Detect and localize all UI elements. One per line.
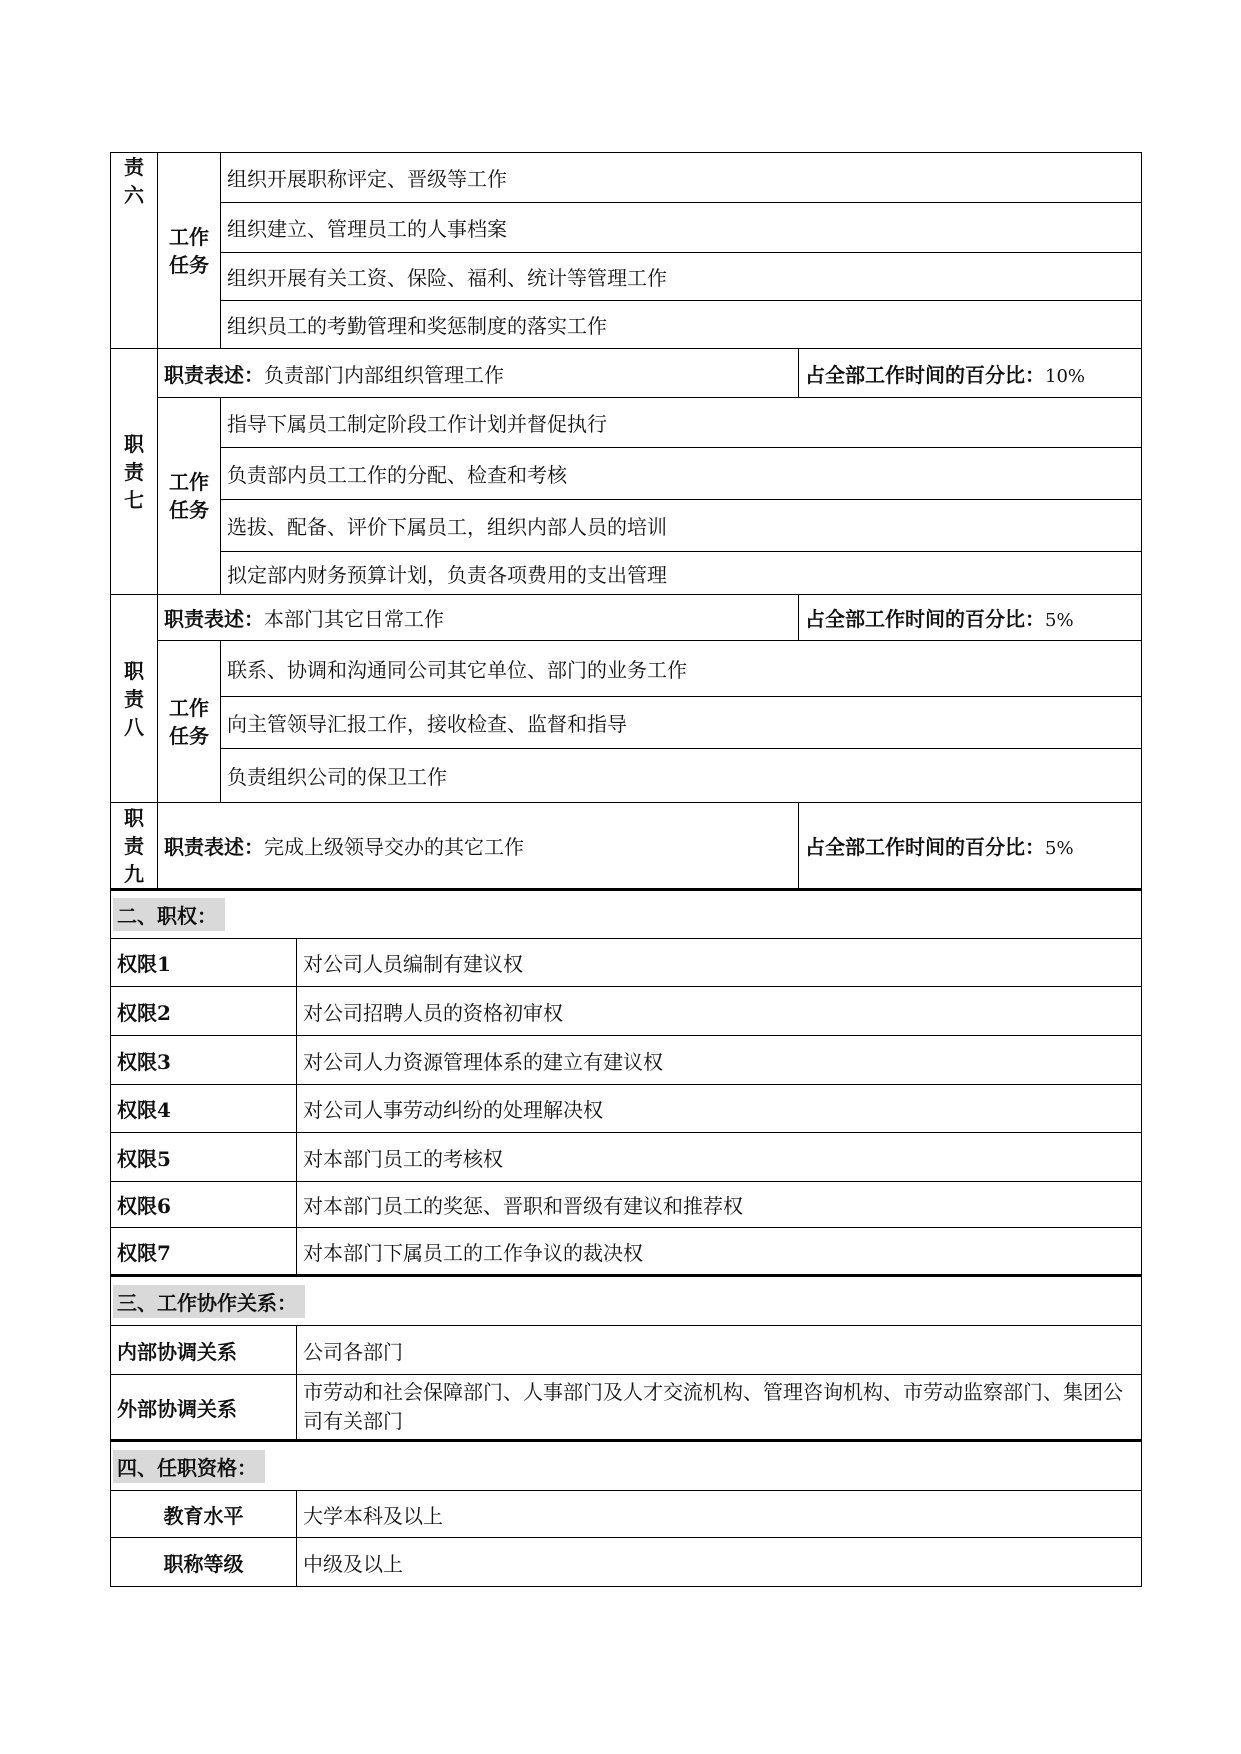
duty6-vertical-label: 责 六: [111, 153, 158, 349]
qualification-row: [111, 1538, 1142, 1587]
duty7-description: 职责表述：负责部门内部组织管理工作: [158, 349, 799, 398]
authority-label: 权限3: [111, 1036, 297, 1085]
qualification-section-title-cell: [111, 1441, 1142, 1491]
duty7-task: 选拔、配备、评价下属员工，组织内部人员的培训: [221, 500, 1142, 552]
relations-section-title-cell: [111, 1276, 1142, 1326]
authority-row: [111, 987, 1142, 1036]
authority-value: 对本部门下属员工的工作争议的裁决权: [297, 1228, 1142, 1276]
relations-section-row: [111, 1276, 1142, 1326]
authority-row: [111, 1182, 1142, 1228]
duty8-percentage: 占全部工作时间的百分比：5%: [799, 595, 1142, 641]
duty6-task-row: [111, 203, 1142, 253]
authority-label: 权限7: [111, 1228, 297, 1276]
authority-row: [111, 1133, 1142, 1182]
authority-section-row: [111, 890, 1142, 939]
authority-value: 对公司人力资源管理体系的建立有建议权: [297, 1036, 1142, 1085]
duty6-task: 组织员工的考勤管理和奖惩制度的落实工作: [221, 301, 1142, 349]
authority-value: 对本部门员工的奖惩、晋职和晋级有建议和推荐权: [297, 1182, 1142, 1228]
relations-label: 内部协调关系: [111, 1326, 297, 1375]
duty9-description: 职责表述：完成上级领导交办的其它工作: [158, 803, 799, 890]
duty9-vertical-label: 职 责 九: [111, 803, 158, 890]
relations-row: [111, 1375, 1142, 1441]
duty9-desc-row: [111, 803, 1142, 890]
relations-value: 公司各部门: [297, 1326, 1142, 1375]
duty6-task-row: [111, 253, 1142, 301]
authority-label: 权限4: [111, 1085, 297, 1133]
duty9-percentage: 占全部工作时间的百分比：5%: [799, 803, 1142, 890]
duty8-desc-row: [111, 595, 1142, 641]
duty8-task: 负责组织公司的保卫工作: [221, 749, 1142, 803]
authority-label: 权限1: [111, 939, 297, 987]
duty7-task-label: 工作 任务: [158, 398, 221, 595]
duty7-task: 拟定部内财务预算计划，负责各项费用的支出管理: [221, 552, 1142, 595]
authority-row: [111, 1085, 1142, 1133]
section-title: 二、职权：: [113, 898, 225, 931]
qualification-value: 大学本科及以上: [297, 1491, 1142, 1538]
qualification-row: [111, 1491, 1142, 1538]
section-title: 四、任职资格：: [113, 1450, 265, 1483]
qualification-label: 教育水平: [111, 1491, 297, 1538]
duty8-task: 向主管领导汇报工作，接收检查、监督和指导: [221, 697, 1142, 749]
authority-row: [111, 1036, 1142, 1085]
duty8-task: 联系、协调和沟通同公司其它单位、部门的业务工作: [221, 641, 1142, 697]
authority-value: 对本部门员工的考核权: [297, 1133, 1142, 1182]
authority-value: 对公司人员编制有建议权: [297, 939, 1142, 987]
authority-row: [111, 1228, 1142, 1276]
section-title: 三、工作协作关系：: [113, 1285, 305, 1318]
duty8-task-row: [111, 749, 1142, 803]
duty7-task: 指导下属员工制定阶段工作计划并督促执行: [221, 398, 1142, 448]
authority-value: 对公司招聘人员的资格初审权: [297, 987, 1142, 1036]
duty6-task: 组织建立、管理员工的人事档案: [221, 203, 1142, 253]
duty7-task: 负责部内员工工作的分配、检查和考核: [221, 448, 1142, 500]
duty8-task-row: [111, 641, 1142, 697]
duty7-desc-row: [111, 349, 1142, 398]
duty8-description: 职责表述：本部门其它日常工作: [158, 595, 799, 641]
authority-row: [111, 939, 1142, 987]
qualification-section-row: [111, 1441, 1142, 1491]
job-description-table: [110, 152, 1142, 1587]
duty7-task-row: [111, 500, 1142, 552]
duty7-percentage: 占全部工作时间的百分比：10%: [799, 349, 1142, 398]
duty6-task-row: [111, 301, 1142, 349]
duty8-task-label: 工作 任务: [158, 641, 221, 803]
duty7-task-row: [111, 398, 1142, 448]
duty6-task: 组织开展有关工资、保险、福利、统计等管理工作: [221, 253, 1142, 301]
duty7-vertical-label: 职 责 七: [111, 349, 158, 595]
duty8-task-row: [111, 697, 1142, 749]
authority-label: 权限6: [111, 1182, 297, 1228]
duty7-task-row: [111, 448, 1142, 500]
qualification-label: 职称等级: [111, 1538, 297, 1587]
authority-section-title-cell: [111, 890, 1142, 939]
duty6-task-label: 工作 任务: [158, 153, 221, 349]
authority-label: 权限2: [111, 987, 297, 1036]
authority-value: 对公司人事劳动纠纷的处理解决权: [297, 1085, 1142, 1133]
qualification-value: 中级及以上: [297, 1538, 1142, 1587]
duty6-task: 组织开展职称评定、晋级等工作: [221, 153, 1142, 203]
relations-label: 外部协调关系: [111, 1375, 297, 1441]
duty8-vertical-label: 职 责 八: [111, 595, 158, 803]
relations-row: [111, 1326, 1142, 1375]
duty7-task-row: [111, 552, 1142, 595]
relations-value: 市劳动和社会保障部门、人事部门及人才交流机构、管理咨询机构、市劳动监察部门、集团公司有关部门: [297, 1375, 1142, 1441]
duty6-task-row: [111, 153, 1142, 203]
authority-label: 权限5: [111, 1133, 297, 1182]
